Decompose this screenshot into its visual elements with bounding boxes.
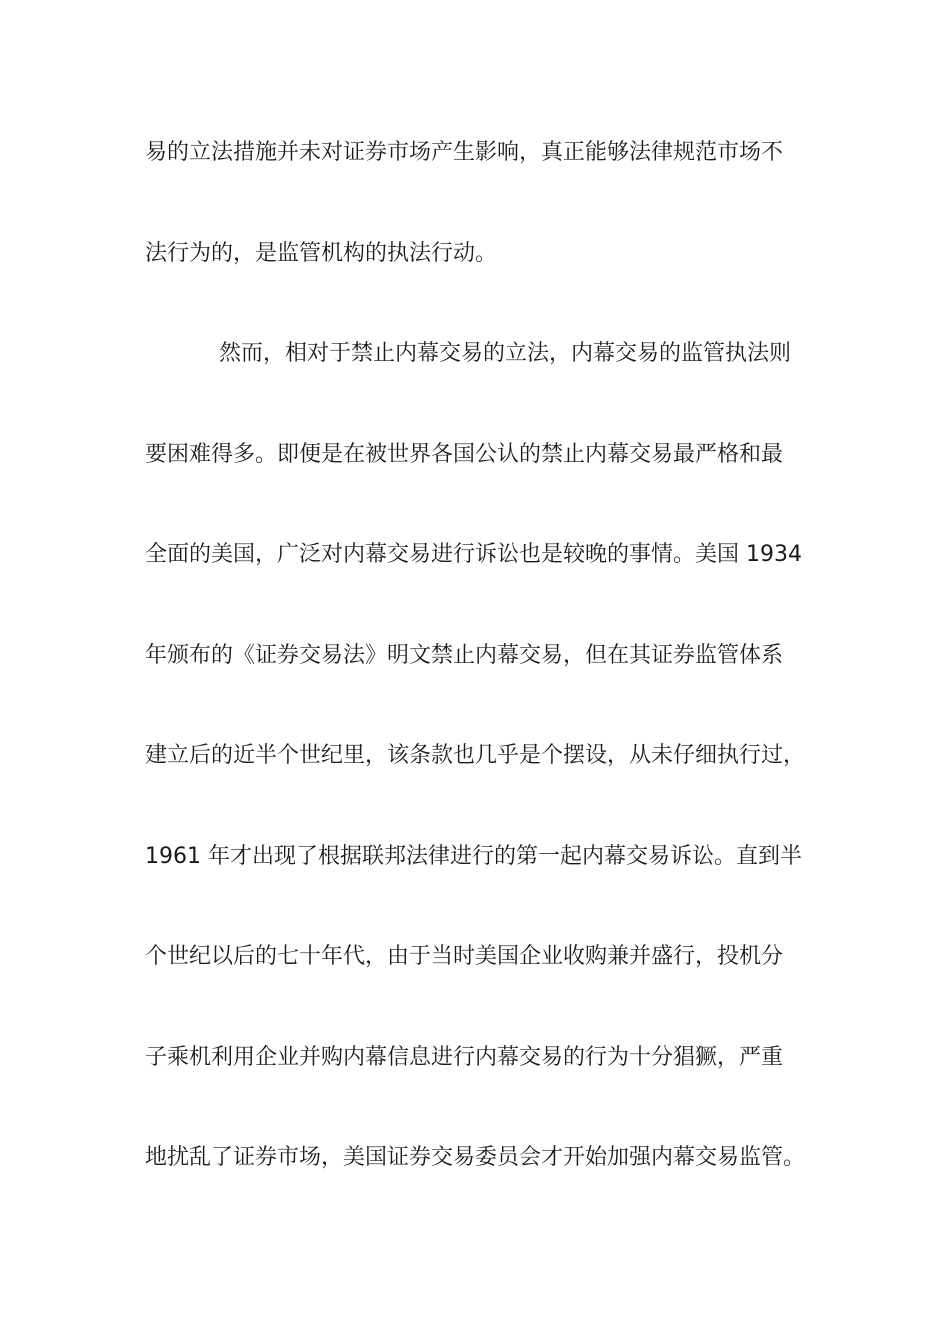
text-line: 地扰乱了证券市场，美国证券交易委员会才开始加强内幕交易监管。 [145, 1145, 806, 1170]
text-line: 个世纪以后的七十年代，由于当时美国企业收购兼并盛行，投机分 [145, 944, 784, 969]
body-text [145, 125, 825, 1231]
text-line: 法行为的，是监管机构的执法行动。 [145, 240, 498, 266]
text-line: 易的立法措施并未对证券市场产生影响，真正能够法律规范市场不 [145, 140, 784, 165]
text-line: 1961 年才出现了根据联邦法律进行的第一起内幕交易诉讼。直到半 [145, 843, 802, 869]
text-line: 要困难得多。即便是在被世界各国公认的禁止内幕交易最严格和最 [145, 441, 784, 467]
text-line: 子乘机利用企业并购内幕信息进行内幕交易的行为十分猖獗，严重 [145, 1044, 784, 1070]
text-line: 年颁布的《证券交易法》明文禁止内幕交易，但在其证券监管体系 [145, 642, 784, 668]
text-line: 建立后的近半个世纪里，该条款也几乎是个摆设，从未仔细执行过， [145, 743, 806, 768]
paragraph-first-line: 然而，相对于禁止内幕交易的立法，内幕交易的监管执法则 [219, 341, 792, 366]
text-line: 全面的美国，广泛对内幕交易进行诉讼也是较晚的事情。美国 1934 [145, 542, 802, 567]
